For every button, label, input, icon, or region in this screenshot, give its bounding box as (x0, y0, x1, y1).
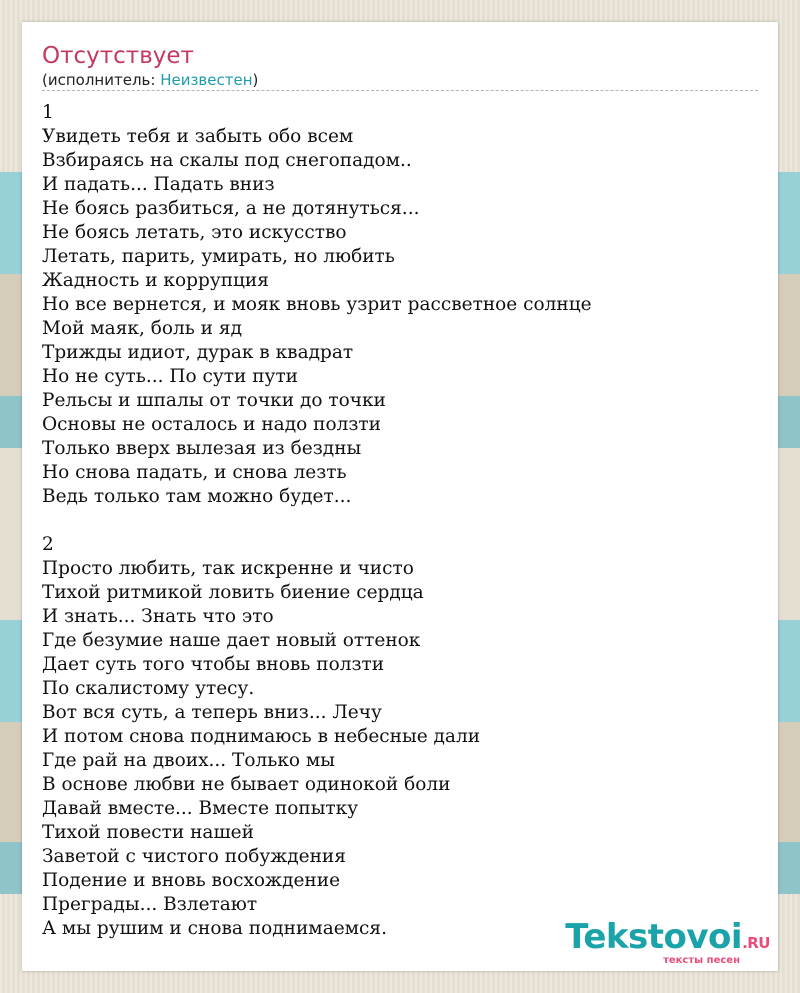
lyrics-card (22, 22, 778, 971)
logo-tagline: тексты песен (663, 955, 740, 966)
lyrics-text: 1 Увидеть тебя и забыть обо всем Взбираясь на скалы под снегопадом.. И падать... Падать вниз Не боясь разбиться, а не дотянуться... Не боясь летать, это искусство Летать, парить, умирать, но любить Жадность и коррупция Но все вернется, и мояк вновь узрит рассветное солнце Мой маяк, боль и яд Трижды идиот, дурак в квадрат Но не суть... По сути пути Рельсы и шпалы от точки до точки Основы не осталось и надо ползти Только вверх вылезая из бездны Но снова падать, и снова лезть Ведь только там можно будет... 2 Просто любить, так искренне и чисто Тихой ритмикой ловить биение сердца И знать... Знать что это Где безумие наше дает новый оттенок Дает суть того чтобы вновь ползти По скалистому утесу. Вот вся суть, а теперь вниз... Лечу И потом снова поднимаюсь в небесные дали Где рай на двоих... Только мы В основе любви не бывает одинокой боли Давай вместе... Вместе попытку Тихой повести нашей Заветой с чистого побуждения Подение и вновь восхождение Преграды... Взлетают А мы рушим и снова поднимаемся. (42, 102, 592, 939)
song-title: Отсутствует (42, 43, 194, 69)
logo-name: Tekstovoi (565, 917, 743, 957)
artist-prefix: (исполнитель: (42, 71, 161, 89)
artist-line (42, 70, 258, 90)
artist-link[interactable]: Неизвестен (160, 71, 253, 89)
artist-suffix: ) (252, 71, 259, 89)
site-logo[interactable] (565, 919, 770, 967)
divider (42, 90, 758, 91)
logo-tld: .RU (742, 934, 770, 952)
